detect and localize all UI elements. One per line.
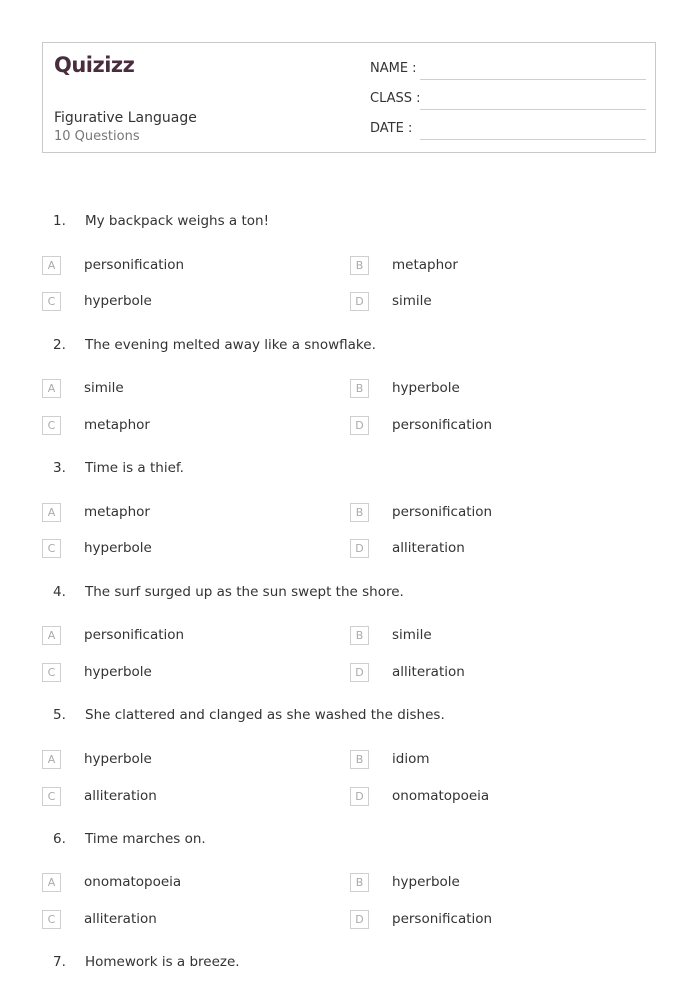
question-text: The surf surged up as the sun swept the shore. [85, 584, 404, 600]
option-letter: A [42, 379, 61, 398]
option-text: simile [392, 627, 432, 643]
option-letter: B [350, 379, 369, 398]
option-letter: D [350, 539, 369, 558]
option-letter: D [350, 416, 369, 435]
quizizz-logo: Quizizz [54, 53, 135, 77]
option-letter: D [350, 292, 369, 311]
class-line[interactable] [420, 109, 646, 110]
option-letter: A [42, 750, 61, 769]
option-text: onomatopoeia [84, 874, 182, 890]
option-text: idiom [392, 751, 430, 767]
option-text: alliteration [392, 664, 465, 680]
option-letter: C [42, 416, 61, 435]
option-letter: B [350, 256, 369, 275]
option-letter: A [42, 873, 61, 892]
option-text: personification [84, 627, 185, 643]
option-letter: B [350, 873, 369, 892]
question-number: 4. [53, 584, 66, 600]
question-number: 1. [53, 213, 66, 229]
name-field[interactable] [370, 61, 646, 81]
option-text: personification [392, 911, 493, 927]
option-text: personification [392, 504, 493, 520]
option-text: hyperbole [84, 540, 152, 556]
option-letter: C [42, 292, 61, 311]
date-field[interactable] [370, 121, 646, 141]
option-letter: A [42, 626, 61, 645]
worksheet-header [42, 42, 656, 153]
option-letter: C [42, 910, 61, 929]
question-number: 6. [53, 831, 66, 847]
option-text: hyperbole [84, 664, 152, 680]
option-letter: A [42, 503, 61, 522]
question-number: 7. [53, 954, 66, 970]
option-letter: C [42, 663, 61, 682]
name-label: NAME : [370, 61, 417, 76]
option-letter: B [350, 503, 369, 522]
class-field[interactable] [370, 91, 646, 111]
question-text: My backpack weighs a ton! [85, 213, 270, 229]
date-label: DATE : [370, 121, 413, 136]
question-number: 2. [53, 337, 66, 353]
option-text: alliteration [84, 911, 157, 927]
option-text: metaphor [84, 504, 150, 520]
option-letter: C [42, 787, 61, 806]
option-text: alliteration [392, 540, 465, 556]
option-letter: C [42, 539, 61, 558]
class-label: CLASS : [370, 91, 421, 106]
option-text: alliteration [84, 788, 157, 804]
name-line[interactable] [420, 79, 646, 80]
question-number: 3. [53, 460, 66, 476]
question-text: Time is a thief. [85, 460, 184, 476]
option-text: simile [84, 380, 124, 396]
date-line[interactable] [420, 139, 646, 140]
option-letter: A [42, 256, 61, 275]
option-text: hyperbole [392, 874, 460, 890]
question-count: 10 Questions [54, 129, 140, 144]
option-letter: B [350, 626, 369, 645]
option-text: personification [392, 417, 493, 433]
option-text: onomatopoeia [392, 788, 490, 804]
option-letter: D [350, 787, 369, 806]
option-text: metaphor [84, 417, 150, 433]
option-text: hyperbole [392, 380, 460, 396]
option-text: hyperbole [84, 751, 152, 767]
option-letter: D [350, 663, 369, 682]
worksheet-title: Figurative Language [54, 110, 197, 126]
question-text: She clattered and clanged as she washed the dishes. [85, 707, 445, 723]
option-text: metaphor [392, 257, 458, 273]
question-text: Time marches on. [85, 831, 206, 847]
option-text: personification [84, 257, 185, 273]
question-text: Homework is a breeze. [85, 954, 240, 970]
option-letter: B [350, 750, 369, 769]
option-letter: D [350, 910, 369, 929]
option-text: simile [392, 293, 432, 309]
option-text: hyperbole [84, 293, 152, 309]
question-text: The evening melted away like a snowflake. [85, 337, 376, 353]
question-number: 5. [53, 707, 66, 723]
